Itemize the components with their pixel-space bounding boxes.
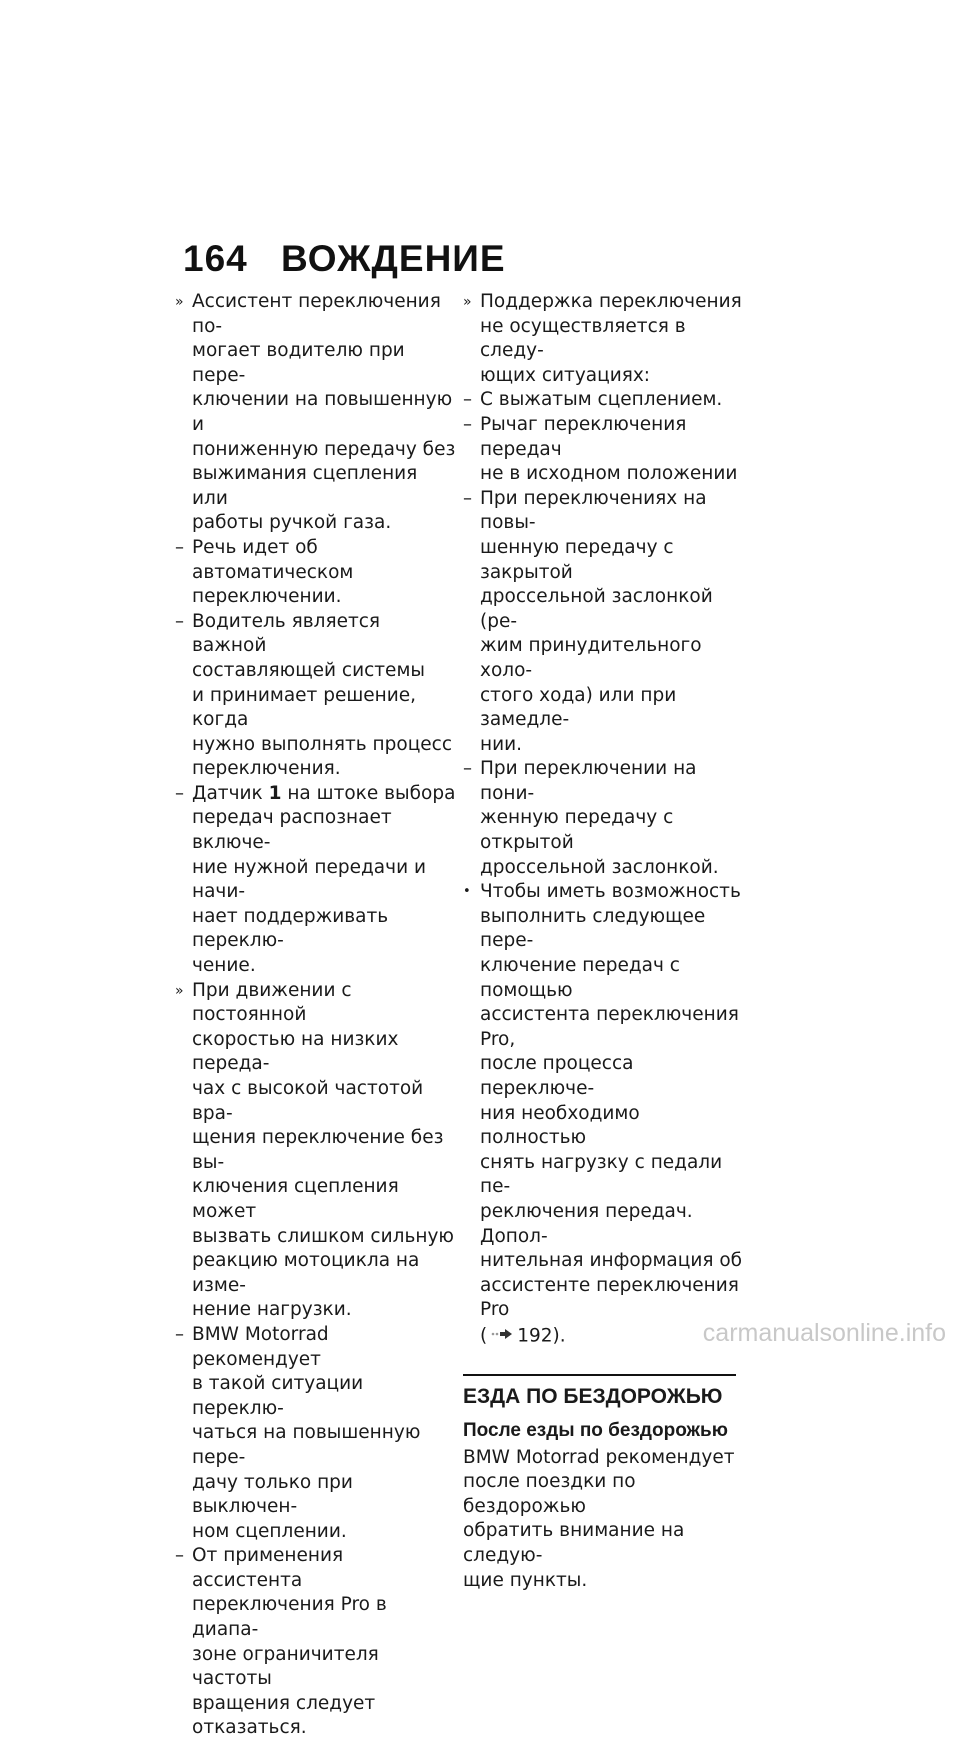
item-text: на штоке выбора передач распознает включе- ние нужной передачи и начи- нает поддерживать переклю- чение. <box>192 782 456 977</box>
dash-bullet-icon: – <box>175 782 184 804</box>
item-text: С выжатым сцеплением. <box>480 389 723 411</box>
item-text: Водитель является важной составляющей системы и принимает решение, когда нужно выполнять процесс переключения. <box>192 610 453 780</box>
list-item <box>463 880 743 1349</box>
chevron-bullet-icon: » <box>463 294 472 310</box>
list-item <box>463 757 743 880</box>
page-header <box>183 238 506 280</box>
list-item <box>175 536 457 610</box>
item-text: При переключениях на повы- шенную передачу с закрытой дроссельной заслонкой (ре- жим принудительного холо- стого хода) или при замедле- нии. <box>480 487 713 755</box>
dash-bullet-icon: – <box>463 487 472 509</box>
left-column <box>175 290 457 1741</box>
watermark: carmanualsonline.info <box>702 1319 946 1347</box>
list-item <box>175 979 457 1323</box>
item-text: Поддержка переключения не осуществляется в следу- ющих ситуациях: <box>480 291 742 386</box>
page-number: 164 <box>183 238 248 279</box>
dash-bullet-icon: – <box>175 1545 184 1567</box>
chevron-bullet-icon: » <box>175 294 184 310</box>
item-text: Чтобы иметь возможность выполнить следующее пере- ключение передач с помощью ассистента переключения Pro, после процесса переключе- ния необходимо полностью снять нагрузку с педали пе- реключения передач. Допол- нительная информация об ассистенте переключения Pro ( <box>480 881 743 1347</box>
list-item <box>175 1323 457 1544</box>
item-text: При движении с постоянной скоростью на низких переда- чах с высокой частотой вра- щения переключение без вы- ключения сцепления может вызвать слишком сильную реакцию мотоцикла на изме- нение нагрузки. <box>192 979 454 1321</box>
arrow-reference-icon <box>491 1323 513 1348</box>
list-item <box>175 610 457 782</box>
list-item <box>463 290 743 388</box>
item-text: BMW Motorrad рекомендует в такой ситуации переклю- чаться на повышенную пере- дачу только при выключен- ном сцеплении. <box>192 1323 421 1542</box>
dash-bullet-icon: – <box>463 413 472 435</box>
dash-bullet-icon: – <box>175 1323 184 1345</box>
item-text: От применения ассистента переключения Pro в диапа- зоне ограничителя частоты вращения следует отказаться. <box>192 1545 387 1739</box>
list-item <box>463 487 743 758</box>
list-item <box>175 1544 457 1741</box>
list-item <box>175 290 457 536</box>
page-title: ВОЖДЕНИЕ <box>281 238 506 279</box>
list-item <box>463 388 743 413</box>
dash-bullet-icon: – <box>463 389 472 411</box>
section-title: ЕЗДА ПО БЕЗДОРОЖЬЮ <box>463 1384 723 1408</box>
item-text: При переключении на пони- женную передачу с открытой дроссельной заслонкой. <box>480 758 719 878</box>
callout-number: 1 <box>268 782 282 804</box>
dot-bullet-icon: • <box>463 884 471 900</box>
dash-bullet-icon: – <box>175 536 184 558</box>
item-text: Речь идет об автоматическом переключении. <box>192 536 354 608</box>
list-item <box>175 782 457 979</box>
dash-bullet-icon: – <box>463 758 472 780</box>
item-text-prefix: Датчик <box>192 782 269 804</box>
section-divider <box>463 1374 736 1376</box>
item-text: Рычаг переключения передач не в исходном положении <box>480 413 738 485</box>
list-item <box>463 413 743 487</box>
item-text: Ассистент переключения по- могает водителю при пере- ключении на повышенную и пониженную передачу без выжимания сцепления или работы ручкой газа. <box>192 291 456 534</box>
subsection-title: После езды по бездорожью <box>463 1419 728 1441</box>
section-paragraph: BMW Motorrad рекомендует после поездки по бездорожью обратить внимание на следую- щие пункты. <box>463 1446 735 1591</box>
right-column <box>463 290 743 1593</box>
dash-bullet-icon: – <box>175 610 184 632</box>
page-reference: 192). <box>517 1325 566 1347</box>
chevron-bullet-icon: » <box>175 982 184 999</box>
